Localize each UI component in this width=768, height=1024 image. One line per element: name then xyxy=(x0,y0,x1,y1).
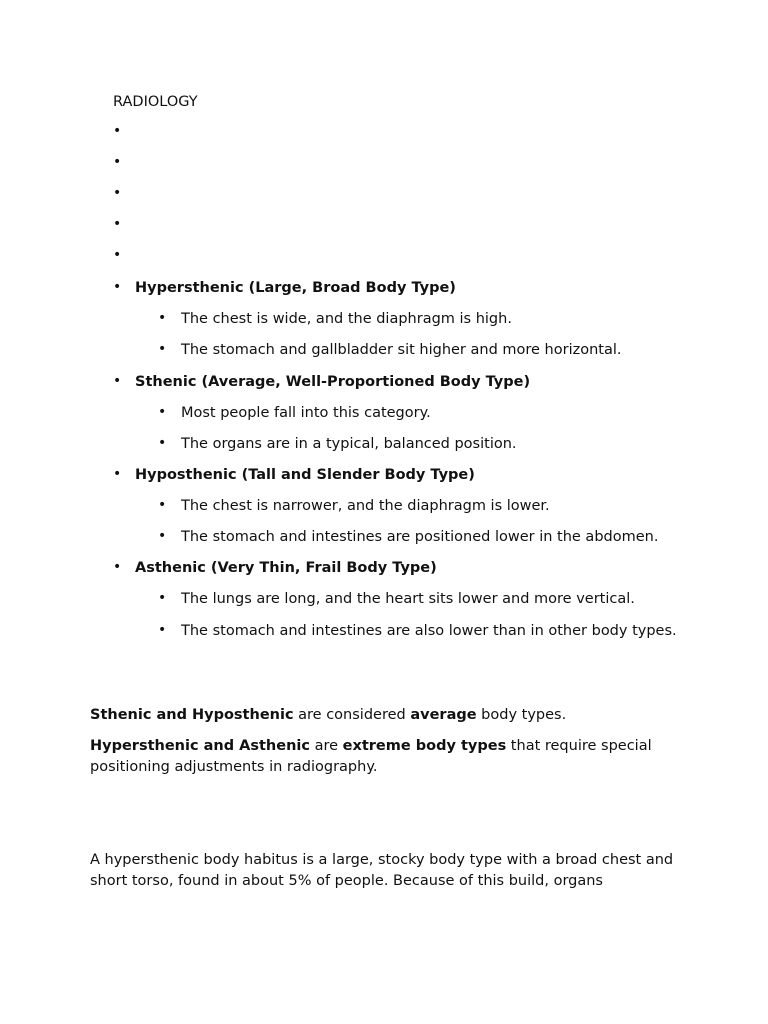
empty-bullet: • xyxy=(113,216,122,232)
list-item: The chest is wide, and the diaphragm is high. xyxy=(181,311,512,327)
empty-bullet: • xyxy=(113,185,122,201)
summary-extreme-types: Hypersthenic and Asthenic are extreme body types that require special positioning adjustments in radiography. xyxy=(90,738,652,775)
empty-bullet: • xyxy=(113,154,122,170)
item-bullet: • xyxy=(158,528,167,544)
list-item: Most people fall into this category. xyxy=(181,405,431,421)
list-item: The organs are in a typical, balanced position. xyxy=(181,436,517,452)
item-bullet: • xyxy=(158,497,167,513)
item-bullet: • xyxy=(158,341,167,357)
section-title-hyposthenic: Hyposthenic (Tall and Slender Body Type) xyxy=(135,467,475,483)
list-item: The lungs are long, and the heart sits lower and more vertical. xyxy=(181,591,635,607)
list-item: The chest is narrower, and the diaphragm is lower. xyxy=(181,498,550,514)
section-bullet: • xyxy=(113,373,122,389)
item-bullet: • xyxy=(158,590,167,606)
empty-bullet: • xyxy=(113,247,122,263)
section-title-hypersthenic: Hypersthenic (Large, Broad Body Type) xyxy=(135,280,456,296)
list-item: The stomach and gallbladder sit higher and more horizontal. xyxy=(181,342,622,358)
empty-bullet: • xyxy=(113,123,122,139)
document-heading: RADIOLOGY xyxy=(113,94,198,110)
section-bullet: • xyxy=(113,466,122,482)
section-title-asthenic: Asthenic (Very Thin, Frail Body Type) xyxy=(135,560,437,576)
item-bullet: • xyxy=(158,404,167,420)
item-bullet: • xyxy=(158,310,167,326)
section-title-sthenic: Sthenic (Average, Well-Proportioned Body Type) xyxy=(135,374,531,390)
list-item: The stomach and intestines are positioned lower in the abdomen. xyxy=(181,529,659,545)
item-bullet: • xyxy=(158,622,167,638)
item-bullet: • xyxy=(158,435,167,451)
section-bullet: • xyxy=(113,559,122,575)
section-bullet: • xyxy=(113,279,122,295)
list-item: The stomach and intestines are also lower than in other body types. xyxy=(181,623,677,639)
summary-average-types: Sthenic and Hyposthenic are considered average body types. xyxy=(90,707,567,723)
intro-paragraph: A hypersthenic body habitus is a large, stocky body type with a broad chest and short torso, found in about 5% of people. Because of this build, organs xyxy=(90,852,674,889)
